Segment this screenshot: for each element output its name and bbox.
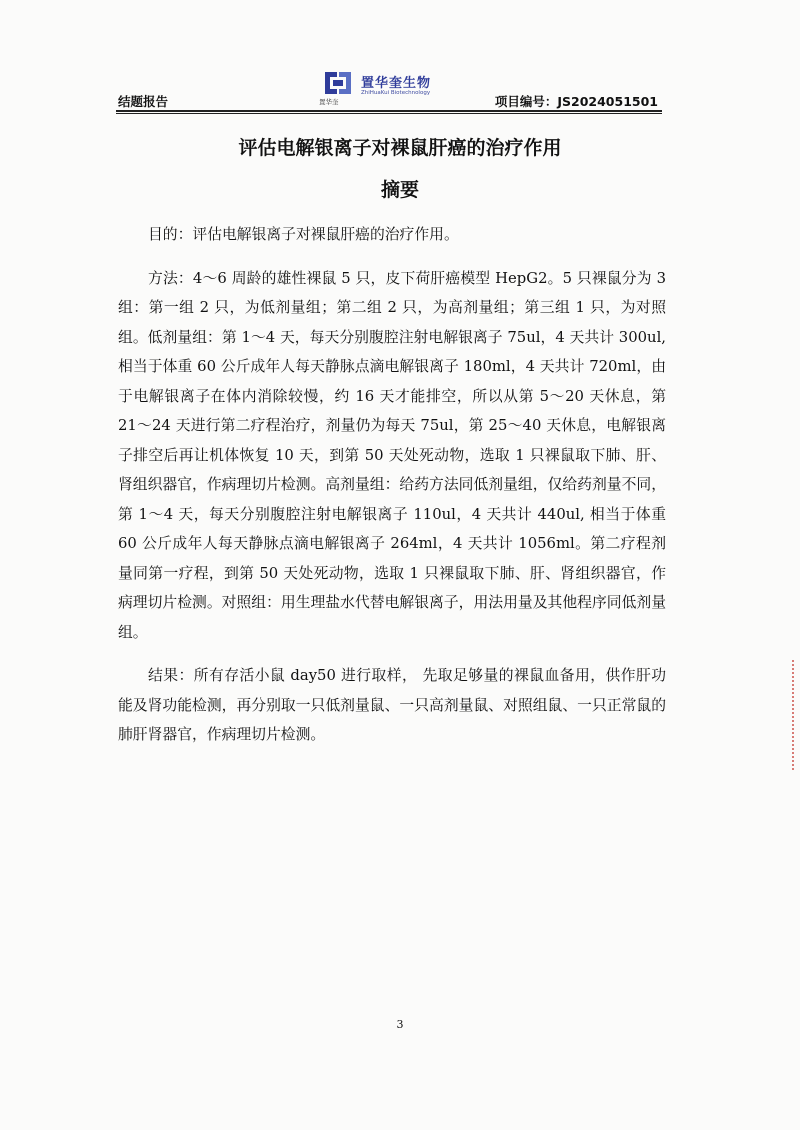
edge-stamp-mark <box>788 660 794 770</box>
paragraph-methods: 方法：4～6 周龄的雄性裸鼠 5 只，皮下荷肝癌模型 HepG2。5 只裸鼠分为 3 组：第一组 2 只，为低剂量组；第二组 2 只，为高剂量组；第三组 1 只，为对照组。低剂量组：第 1～4 天，每天分别腹腔注射电解银离子 75ul，4 天共计 300ul,相当于体重 60 公斤成年人每天静脉点滴电解银离子 180ml，4 天共计 720ml，由于电解银离子在体内消除较慢，约 16 天才能排空，所以从第 5～20 天休息，第 21～24 天进行第二疗程治疗，剂量仍为每天 75ul，第 25～40 天休息，电解银离子排空后再让机体恢复 10 天，到第 50 天处死动物，选取 1 只裸鼠取下肺、肝、肾组织器官，作病理切片检测。高剂量组：给药方法同低剂量组，仅给药剂量不同，第 1～4 天，每天分别腹腔注射电解银离子 110ul，4 天共计 440ul, 相当于体重 60 公斤成年人每天静脉点滴电解银离子 264ml，4 天共计 1056ml。第二疗程剂量同第一疗程，到第 50 天处死动物，选取 1 只裸鼠取下肺、肝、肾组织器官，作病理切片检测。对照组：用生理盐水代替电解银离子，用法用量及其他程序同低剂量组。 <box>118 269 666 641</box>
logo-small-text: 置华奎 <box>319 98 339 106</box>
abstract-body <box>118 220 666 750</box>
logo-mark-icon <box>321 68 355 98</box>
report-type-label: 结题报告 <box>118 94 169 109</box>
paragraph-objective: 目的：评估电解银离子对裸鼠肝癌的治疗作用。 <box>148 226 459 243</box>
header-divider <box>116 110 662 112</box>
page-number: 3 <box>396 1018 404 1031</box>
paragraph-results: 结果：所有存活小鼠 day50 进行取样， 先取足够量的裸鼠血备用，供作肝功能及肾功能检测，再分别取一只低剂量鼠、一只高剂量鼠、对照组鼠、一只正常鼠的肺肝肾器官，作病理切片检测。 <box>118 667 666 743</box>
logo-name: 置华奎生物 <box>361 76 432 91</box>
page-header <box>116 60 662 112</box>
logo-subtitle: ZhiHuaKui Biotechnology <box>361 90 431 96</box>
section-heading: 摘要 <box>380 179 419 201</box>
project-number: 项目编号：JS2024051501 <box>494 94 658 109</box>
company-logo <box>321 62 471 106</box>
header-divider-thin <box>116 113 662 114</box>
document-title: 评估电解银离子对裸鼠肝癌的治疗作用 <box>238 137 562 159</box>
